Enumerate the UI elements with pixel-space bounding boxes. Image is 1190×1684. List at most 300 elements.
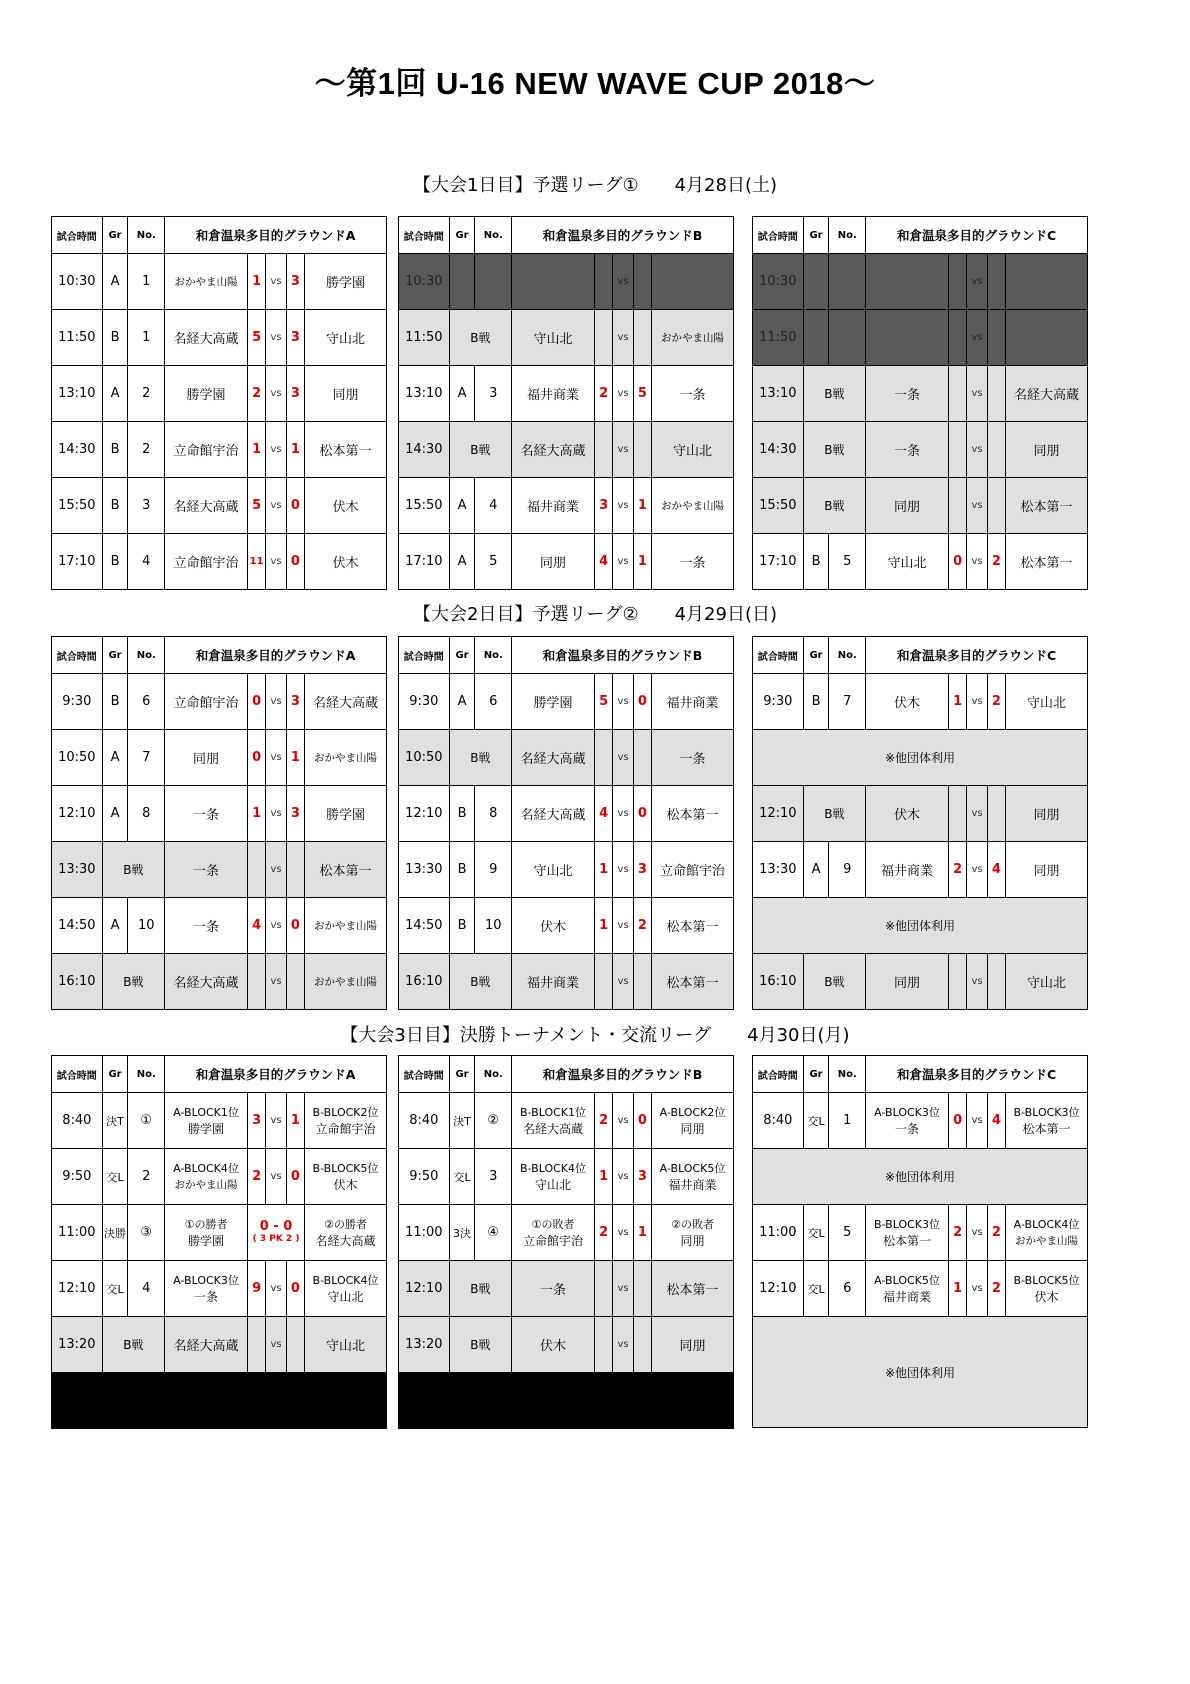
vs-label: vs	[613, 422, 633, 478]
home-score: 1	[948, 674, 966, 730]
header-time: 試合時間	[399, 217, 450, 254]
blank-cell	[399, 1373, 734, 1429]
match-row	[52, 310, 387, 366]
other-use-note: ※他団体利用	[753, 730, 1088, 786]
away-team: 松本第一	[305, 842, 387, 898]
home-team: 同朋	[866, 954, 949, 1010]
b-match-row	[753, 422, 1088, 478]
b-match-row	[753, 478, 1088, 534]
home-score: 4	[247, 898, 265, 954]
match-group: 交L	[449, 1149, 475, 1205]
b-match-label: B戦	[449, 954, 511, 1010]
vs-label: vs	[613, 730, 633, 786]
home-seed: A-BLOCK5位	[874, 1273, 940, 1287]
home-team: 伏木	[512, 1317, 595, 1373]
match-row	[753, 1205, 1088, 1261]
header-gr: Gr	[102, 217, 128, 254]
away-team: 同朋	[1006, 422, 1088, 478]
away-team: 松本第一	[652, 786, 734, 842]
b-match-label: B戦	[803, 422, 865, 478]
match-time: 9:50	[399, 1149, 450, 1205]
home-team: 福井商業	[512, 478, 595, 534]
home-team: 福井商業	[512, 366, 595, 422]
home-score: 2	[247, 366, 265, 422]
home-score	[594, 310, 612, 366]
match-time: 12:10	[753, 1261, 804, 1317]
vs-label: vs	[613, 1261, 633, 1317]
home-score: 1	[247, 422, 265, 478]
match-time: 10:30	[52, 254, 103, 310]
vs-label: vs	[967, 842, 987, 898]
away-score: 2	[987, 1205, 1005, 1261]
away-team: 守山北	[652, 422, 734, 478]
match-time: 11:50	[753, 310, 804, 366]
home-score	[594, 730, 612, 786]
match-group: 決T	[102, 1093, 128, 1149]
away-score: 5	[633, 366, 651, 422]
b-match-label: B戦	[449, 422, 511, 478]
match-time: 13:30	[52, 842, 103, 898]
day-heading: 【大会3日目】決勝トーナメント・交流リーグ 4月30日(月)	[340, 1025, 850, 1046]
b-match-label: B戦	[803, 786, 865, 842]
empty-cell	[449, 254, 475, 310]
unused-row	[753, 310, 1088, 366]
empty-cell	[948, 254, 966, 310]
vs-label: vs	[266, 366, 286, 422]
away-score: 0	[633, 674, 651, 730]
home-team: 一条	[866, 422, 949, 478]
match-time: 14:50	[399, 898, 450, 954]
header-time: 試合時間	[52, 1056, 103, 1093]
away-score: 0	[286, 898, 304, 954]
away-score	[286, 1317, 304, 1373]
match-time: 14:30	[52, 422, 103, 478]
match-row	[399, 1093, 734, 1149]
away-team-name: 名経大高蔵	[315, 1233, 376, 1248]
score-main: 0 - 0	[259, 1218, 293, 1234]
match-time: 16:10	[753, 954, 804, 1010]
away-score	[987, 786, 1005, 842]
b-match-row	[399, 730, 734, 786]
vs-label: vs	[613, 254, 633, 310]
empty-cell	[803, 254, 829, 310]
vs-label: vs	[266, 954, 286, 1010]
away-team-name: 同朋	[680, 1121, 705, 1136]
header-row	[52, 217, 387, 254]
match-group: A	[102, 730, 128, 786]
match-row	[753, 534, 1088, 590]
ground-name: 和倉温泉多目的グラウンドA	[165, 217, 387, 254]
home-score	[247, 954, 265, 1010]
ground-table	[51, 1055, 387, 1429]
match-group: A	[102, 898, 128, 954]
b-match-row	[753, 954, 1088, 1010]
home-score: 1	[594, 1149, 612, 1205]
away-team: 名経大高蔵	[305, 674, 387, 730]
home-team-name: おかやま山陽	[174, 1178, 238, 1191]
home-team	[165, 1205, 248, 1261]
match-time: 8:40	[399, 1093, 450, 1149]
match-number: ②	[475, 1093, 512, 1149]
vs-label: vs	[967, 422, 987, 478]
match-time: 11:00	[52, 1205, 103, 1261]
match-row	[399, 478, 734, 534]
match-row	[52, 674, 387, 730]
b-match-label: B戦	[449, 1317, 511, 1373]
home-team: 名経大高蔵	[165, 478, 248, 534]
home-team: 立命館宇治	[165, 674, 248, 730]
match-group: B	[102, 310, 128, 366]
home-team	[165, 1261, 248, 1317]
home-team: 一条	[165, 898, 248, 954]
home-team-name: 一条	[194, 1289, 219, 1304]
vs-label: vs	[266, 842, 286, 898]
home-score: 5	[247, 478, 265, 534]
home-team: 一条	[512, 1261, 595, 1317]
header-row	[753, 217, 1088, 254]
away-score: 3	[286, 786, 304, 842]
home-team	[165, 1149, 248, 1205]
away-team: 一条	[652, 730, 734, 786]
away-team: 松本第一	[652, 898, 734, 954]
away-score: 3	[286, 254, 304, 310]
home-score	[594, 1317, 612, 1373]
away-team: 伏木	[305, 534, 387, 590]
away-score: 1	[286, 1093, 304, 1149]
vs-label: vs	[266, 1093, 286, 1149]
match-number: 7	[829, 674, 866, 730]
b-match-label: B戦	[449, 730, 511, 786]
match-group: B	[102, 422, 128, 478]
home-team: 名経大高蔵	[512, 730, 595, 786]
match-group: A	[102, 366, 128, 422]
vs-label: vs	[266, 898, 286, 954]
match-row	[399, 534, 734, 590]
home-team: おかやま山陽	[165, 254, 248, 310]
match-time: 13:10	[753, 366, 804, 422]
home-team: 同朋	[512, 534, 595, 590]
ground-name: 和倉温泉多目的グラウンドA	[165, 1056, 387, 1093]
match-time: 17:10	[753, 534, 804, 590]
away-team	[1006, 1093, 1088, 1149]
away-score: 0	[286, 478, 304, 534]
match-time: 10:30	[399, 254, 450, 310]
home-seed: B-BLOCK4位	[520, 1161, 586, 1175]
home-score	[948, 478, 966, 534]
away-team	[305, 1205, 387, 1261]
ground-table	[398, 216, 734, 590]
away-team: 同朋	[305, 366, 387, 422]
empty-cell	[652, 254, 734, 310]
other-use-note: ※他団体利用	[753, 1317, 1088, 1428]
header-gr: Gr	[449, 1056, 475, 1093]
header-time: 試合時間	[399, 637, 450, 674]
ground-name: 和倉温泉多目的グラウンドB	[512, 637, 734, 674]
match-time: 13:20	[52, 1317, 103, 1373]
match-group: 交L	[803, 1205, 829, 1261]
match-number: ④	[475, 1205, 512, 1261]
match-time: 14:30	[753, 422, 804, 478]
home-team: 名経大高蔵	[512, 786, 595, 842]
home-score: 0	[948, 534, 966, 590]
ground-table	[752, 1055, 1088, 1428]
header-row	[753, 637, 1088, 674]
match-time: 12:10	[753, 786, 804, 842]
vs-label: vs	[613, 1149, 633, 1205]
b-match-label: B戦	[449, 1261, 511, 1317]
vs-label: vs	[967, 254, 987, 310]
vs-label: vs	[613, 898, 633, 954]
match-number: 6	[475, 674, 512, 730]
match-time: 9:50	[52, 1149, 103, 1205]
home-team: 一条	[165, 842, 248, 898]
vs-label: vs	[266, 1317, 286, 1373]
vs-label: vs	[613, 954, 633, 1010]
away-team: 松本第一	[305, 422, 387, 478]
b-match-row	[399, 1317, 734, 1373]
match-time: 13:20	[399, 1317, 450, 1373]
match-time: 11:50	[399, 310, 450, 366]
match-group: B	[102, 478, 128, 534]
away-team	[1006, 1261, 1088, 1317]
vs-label: vs	[967, 1261, 987, 1317]
match-time: 12:10	[399, 786, 450, 842]
away-score: 1	[286, 730, 304, 786]
header-row	[399, 217, 734, 254]
away-score: 4	[987, 1093, 1005, 1149]
away-score	[633, 422, 651, 478]
match-group: B	[449, 842, 475, 898]
match-time: 16:10	[399, 954, 450, 1010]
home-score: 1	[247, 254, 265, 310]
match-row	[399, 786, 734, 842]
home-score: 1	[247, 786, 265, 842]
empty-cell	[803, 310, 829, 366]
match-row	[399, 898, 734, 954]
ground-name: 和倉温泉多目的グラウンドB	[512, 217, 734, 254]
b-match-row	[52, 842, 387, 898]
match-time: 14:30	[399, 422, 450, 478]
ground-table	[51, 636, 387, 1010]
ground-name: 和倉温泉多目的グラウンドA	[165, 637, 387, 674]
match-row	[52, 422, 387, 478]
unused-row	[399, 254, 734, 310]
home-seed: B-BLOCK1位	[520, 1105, 586, 1119]
match-number: 1	[128, 254, 165, 310]
match-row	[753, 842, 1088, 898]
header-time: 試合時間	[399, 1056, 450, 1093]
away-score: 1	[633, 1205, 651, 1261]
header-no: No.	[128, 637, 165, 674]
away-team-name: おかやま山陽	[1015, 1234, 1079, 1247]
away-team: おかやま山陽	[305, 898, 387, 954]
home-seed: B-BLOCK3位	[874, 1217, 940, 1231]
match-number: 8	[128, 786, 165, 842]
home-team	[512, 1205, 595, 1261]
home-score: 5	[594, 674, 612, 730]
home-seed: A-BLOCK3位	[173, 1273, 239, 1287]
b-match-row	[52, 1317, 387, 1373]
home-team: 立命館宇治	[165, 534, 248, 590]
away-team: 勝学園	[305, 254, 387, 310]
home-team: 伏木	[866, 674, 949, 730]
away-score: 3	[633, 1149, 651, 1205]
match-number: 4	[475, 478, 512, 534]
empty-cell	[829, 310, 866, 366]
match-group: A	[102, 786, 128, 842]
away-score	[633, 310, 651, 366]
home-team-name: 松本第一	[883, 1233, 932, 1248]
home-score	[594, 422, 612, 478]
match-row	[52, 730, 387, 786]
match-number: 2	[128, 1149, 165, 1205]
match-number: 1	[128, 310, 165, 366]
match-group: A	[449, 674, 475, 730]
header-row	[753, 1056, 1088, 1093]
away-team: おかやま山陽	[652, 478, 734, 534]
b-match-label: B戦	[803, 366, 865, 422]
home-team: 守山北	[866, 534, 949, 590]
home-team: 立命館宇治	[165, 422, 248, 478]
match-number: 5	[829, 534, 866, 590]
header-no: No.	[829, 1056, 866, 1093]
b-match-row	[399, 422, 734, 478]
header-time: 試合時間	[753, 1056, 804, 1093]
vs-label: vs	[266, 730, 286, 786]
home-seed: ①の敗者	[531, 1217, 575, 1231]
match-time: 13:10	[399, 366, 450, 422]
header-gr: Gr	[803, 1056, 829, 1093]
ground-table	[398, 1055, 734, 1429]
home-score: 2	[948, 842, 966, 898]
match-time: 10:30	[753, 254, 804, 310]
match-number: 4	[128, 1261, 165, 1317]
empty-cell	[829, 254, 866, 310]
pk-score	[247, 1205, 304, 1261]
match-row	[753, 1093, 1088, 1149]
empty-cell	[1006, 254, 1088, 310]
b-match-row	[399, 954, 734, 1010]
vs-label: vs	[613, 842, 633, 898]
header-gr: Gr	[102, 637, 128, 674]
score-pk: ( 3 PK 2 )	[252, 1233, 300, 1244]
match-row	[753, 1261, 1088, 1317]
away-team: おかやま山陽	[305, 730, 387, 786]
match-time: 16:10	[52, 954, 103, 1010]
away-seed: A-BLOCK2位	[659, 1105, 726, 1119]
away-score: 3	[633, 842, 651, 898]
vs-label: vs	[967, 366, 987, 422]
match-time: 9:30	[399, 674, 450, 730]
away-team: おかやま山陽	[652, 310, 734, 366]
match-number: 9	[475, 842, 512, 898]
home-team-name: 福井商業	[883, 1289, 932, 1304]
header-no: No.	[475, 217, 512, 254]
away-team-name: 福井商業	[668, 1177, 717, 1192]
day-heading: 【大会1日目】予選リーグ① 4月28日(土)	[413, 175, 777, 196]
blank-row	[52, 1373, 387, 1429]
header-gr: Gr	[102, 1056, 128, 1093]
home-score	[594, 1261, 612, 1317]
match-group: B	[449, 898, 475, 954]
match-time: 14:50	[52, 898, 103, 954]
match-time: 12:10	[52, 1261, 103, 1317]
away-team	[652, 1149, 734, 1205]
b-match-row	[753, 366, 1088, 422]
away-score: 0	[286, 1261, 304, 1317]
match-group: B	[102, 534, 128, 590]
away-score: 4	[987, 842, 1005, 898]
home-score: 2	[594, 366, 612, 422]
home-team-name: 勝学園	[188, 1121, 225, 1136]
away-score: 1	[633, 478, 651, 534]
away-score: 3	[286, 366, 304, 422]
vs-label: vs	[266, 786, 286, 842]
match-group: 3決	[449, 1205, 475, 1261]
away-team-name: 伏木	[1034, 1289, 1059, 1304]
home-score: 3	[594, 478, 612, 534]
match-group: A	[449, 534, 475, 590]
vs-label: vs	[967, 954, 987, 1010]
home-score	[948, 786, 966, 842]
empty-cell	[1006, 310, 1088, 366]
match-group: A	[803, 842, 829, 898]
match-time: 9:30	[753, 674, 804, 730]
b-match-row	[399, 310, 734, 366]
header-no: No.	[128, 1056, 165, 1093]
match-group: 決T	[449, 1093, 475, 1149]
away-score: 3	[286, 674, 304, 730]
header-no: No.	[829, 637, 866, 674]
header-gr: Gr	[803, 217, 829, 254]
vs-label: vs	[266, 534, 286, 590]
away-score	[987, 422, 1005, 478]
match-row	[52, 478, 387, 534]
away-team	[305, 1093, 387, 1149]
home-team: 同朋	[866, 478, 949, 534]
vs-label: vs	[967, 310, 987, 366]
empty-cell	[475, 254, 512, 310]
home-score: 2	[594, 1205, 612, 1261]
header-row	[52, 1056, 387, 1093]
home-team	[866, 1093, 949, 1149]
match-number: 3	[475, 1149, 512, 1205]
header-row	[52, 637, 387, 674]
away-team: 松本第一	[1006, 534, 1088, 590]
home-team: 名経大高蔵	[165, 1317, 248, 1373]
match-time: 10:50	[399, 730, 450, 786]
home-score	[948, 422, 966, 478]
match-time: 15:50	[52, 478, 103, 534]
match-number: ①	[128, 1093, 165, 1149]
empty-cell	[512, 254, 595, 310]
away-score: 0	[633, 786, 651, 842]
away-team	[652, 1205, 734, 1261]
home-seed: A-BLOCK3位	[874, 1105, 940, 1119]
vs-label: vs	[613, 786, 633, 842]
match-time: 10:50	[52, 730, 103, 786]
empty-cell	[866, 254, 949, 310]
away-score	[286, 954, 304, 1010]
match-time: 13:10	[52, 366, 103, 422]
home-team: 伏木	[512, 898, 595, 954]
ground-name: 和倉温泉多目的グラウンドC	[866, 1056, 1088, 1093]
empty-cell	[594, 254, 612, 310]
away-team: 守山北	[305, 310, 387, 366]
match-row	[399, 1205, 734, 1261]
away-team: 松本第一	[652, 1261, 734, 1317]
match-group: B	[803, 674, 829, 730]
